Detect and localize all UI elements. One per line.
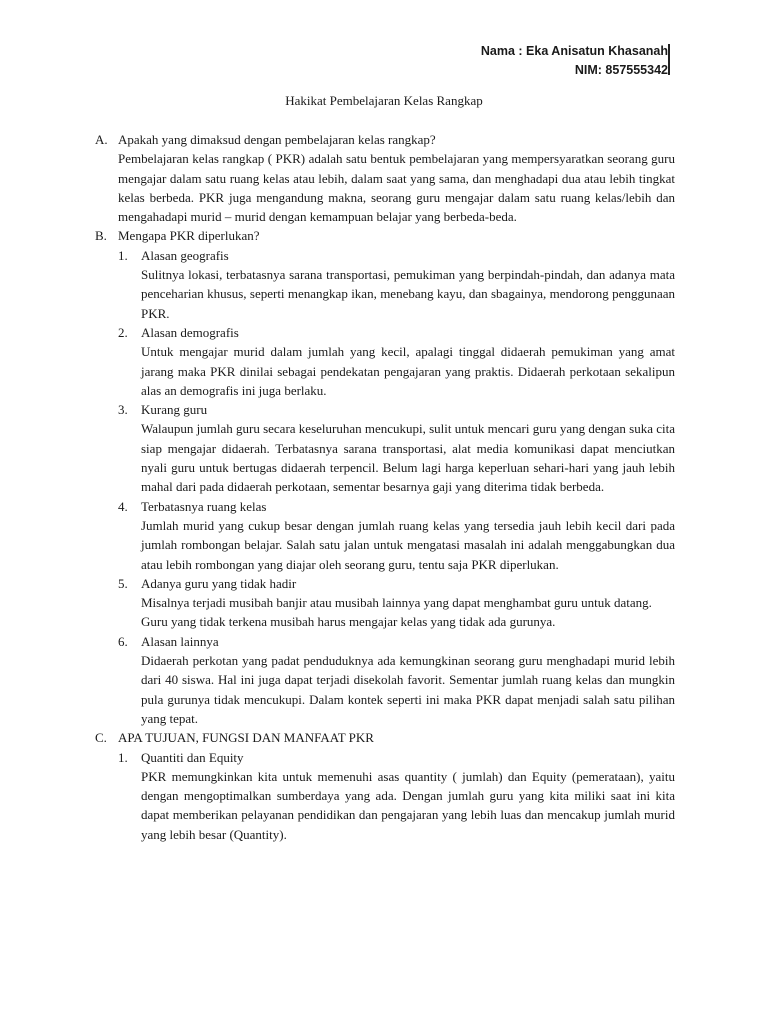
item-title: Alasan geografis xyxy=(141,247,229,263)
item-text: Sulitnya lokasi, terbatasnya sarana transportasi, pemukiman yang berpindah-pindah, dan adanya mata penceharian khusus, seperti menangkap ikan, menebang kayu, dan sbagainya, mendorong penggunaan PKR. xyxy=(141,267,675,321)
document-title: Hakikat Pembelajaran Kelas Rangkap xyxy=(285,93,483,108)
item-number: 1. xyxy=(118,247,128,263)
item-title: Alasan lainnya xyxy=(141,633,219,649)
item-text: Didaerah perkotan yang padat penduduknya ada kemungkinan seorang guru menghadapi murid lebih dari 40 siswa. Hal ini juga dapat terjadi disekolah favorit. Sementar jumlah ruang kelas dan mungkin pula gurunya tidak mencukupi. Dalam kontek seperti ini maka PKR dapat menjadi salah satu pilihan yang tepat. xyxy=(141,653,675,726)
section-letter: A. xyxy=(95,132,108,147)
item-text: PKR memungkinkan kita untuk memenuhi asas quantity ( jumlah) dan Equity (pemerataan), yaitu dengan mengoptimalkan sumberdaya yang ada. Dengan jumlah guru yang kita miliki saat ini kita dapat memberikan pelayanan pendidikan dan pengajaran yang lebih luas dan mencakup jumlah murid yang lebih besar (Quantity). xyxy=(141,768,675,842)
list-item xyxy=(118,632,675,728)
list-item xyxy=(118,748,675,864)
list-item xyxy=(118,246,675,323)
item-title: Kurang guru xyxy=(141,402,208,418)
item-text: Misalnya terjadi musibah banjir atau musibah lainnya yang dapat menghambat guru untuk datang. Guru yang tidak terkena musibah harus mengajar kelas yang tidak ada gurunya. xyxy=(141,595,652,630)
item-text: Jumlah murid yang cukup besar dengan jumlah ruang kelas yang tersedia jauh lebih kecil dari pada jumlah rombongan belajar. Salah satu jalan untuk mengatasi masalah ini adalah menggabungkan dua atau lebih rombongan yang diajar oleh seorang guru, tentu saja PKR diperlukan. xyxy=(141,517,675,572)
section-heading: APA TUJUAN, FUNGSI DAN MANFAAT PKR xyxy=(118,730,374,746)
item-number: 4. xyxy=(118,498,128,514)
item-title: Adanya guru yang tidak hadir xyxy=(141,575,297,591)
section-paragraph: Pembelajaran kelas rangkap ( PKR) adalah satu bentuk pembelajaran yang mempersyaratkan seorang guru mengajar dalam satu ruang kelas atau lebih, dalam saat yang sama, dan menghadapi dua atau lebih tingkat kelas berbeda. PKR juga mengandung makna, seorang guru mengajar dalam satu ruang kelas/lebih dan mengahadapi murid – murid dengan kemampuan belajar yang berbeda-beda. xyxy=(118,151,675,225)
list-item xyxy=(118,400,675,496)
item-number: 2. xyxy=(118,324,128,340)
item-text: Walaupun jumlah guru secara keseluruhan mencukupi, sulit untuk mencari guru yang dengan suka cita siap mengajar didaerah. Terbatasnya sarana transportasi, alat media komunikasi dapat menciutkan nyali guru untuk bertugas didaerah terpencil. Belum lagi harga keperluan sehari-hari yang jauh lebih mahal dari pada didaerah perkotaan, sementar besarnya gaji yang diterima tidak berbeda. xyxy=(141,421,675,495)
author-name: Nama : Eka Anisatun Khasanah xyxy=(480,44,668,58)
section-a xyxy=(95,130,675,226)
author-nim: NIM: 857555342 xyxy=(574,63,668,77)
header-divider xyxy=(668,44,670,75)
item-number: 1. xyxy=(118,749,128,765)
section-heading: Apakah yang dimaksud dengan pembelajaran kelas rangkap? xyxy=(118,132,436,147)
section-heading: Mengapa PKR diperlukan? xyxy=(118,228,260,244)
item-title: Quantiti dan Equity xyxy=(141,749,244,765)
section-b xyxy=(95,226,675,728)
item-number: 5. xyxy=(118,575,128,591)
section-c xyxy=(95,728,675,863)
author-header xyxy=(481,42,668,80)
item-title: Terbatasnya ruang kelas xyxy=(141,498,267,514)
item-text: Untuk mengajar murid dalam jumlah yang kecil, apalagi tinggal didaerah pemukiman yang amat jarang maka PKR dinilai sebagai pendekatan pengajaran yang praktis. Didaerah perkotaan sekalipun alas an demografis ini juga berlaku. xyxy=(141,344,675,398)
list-item xyxy=(118,574,675,632)
list-item xyxy=(118,323,675,400)
section-letter: C. xyxy=(95,730,107,746)
list-item xyxy=(118,497,675,574)
item-number: 3. xyxy=(118,402,128,418)
document-body xyxy=(95,130,675,863)
item-number: 6. xyxy=(118,633,128,649)
item-title: Alasan demografis xyxy=(141,324,239,340)
section-letter: B. xyxy=(95,228,107,244)
item-text-clip xyxy=(141,767,675,864)
